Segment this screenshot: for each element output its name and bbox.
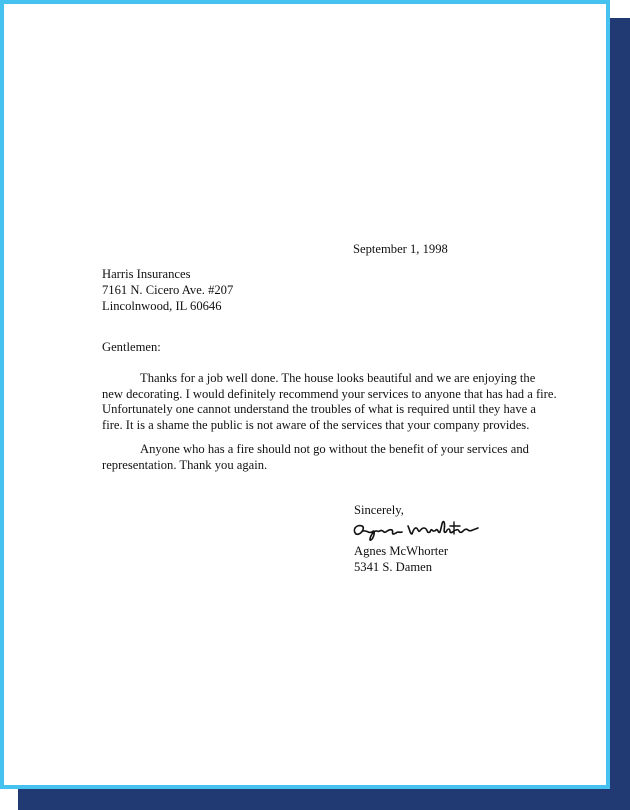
- letter-date: September 1, 1998: [353, 242, 448, 256]
- closing: Sincerely,: [354, 503, 404, 517]
- paragraph-line: new decorating. I would definitely recommend your services to anyone that has had a fire.: [102, 386, 557, 401]
- recipient-name: Harris Insurances: [102, 267, 191, 281]
- paragraph-line: representation. Thank you again.: [102, 457, 268, 472]
- paragraph-2: [102, 442, 529, 473]
- recipient-city: Lincolnwood, IL 60646: [102, 299, 222, 313]
- letter-body: [4, 4, 606, 785]
- recipient-street: 7161 N. Cicero Ave. #207: [102, 283, 234, 297]
- paragraph-line: fire. It is a shame the public is not aware of the services that your company provides.: [102, 417, 530, 432]
- paragraph-line: Thanks for a job well done. The house looks beautiful and we are enjoying the: [140, 371, 536, 385]
- paragraph-1: [102, 371, 557, 433]
- sender-street: 5341 S. Damen: [354, 560, 433, 574]
- handwritten-signature: [350, 516, 485, 542]
- sender-name: Agnes McWhorter: [354, 544, 449, 558]
- paragraph-line: Anyone who has a fire should not go without the benefit of your services and: [140, 442, 529, 456]
- salutation: Gentlemen:: [102, 340, 161, 354]
- paragraph-line: Unfortunately one cannot understand the troubles of what is required until they have a: [102, 402, 537, 416]
